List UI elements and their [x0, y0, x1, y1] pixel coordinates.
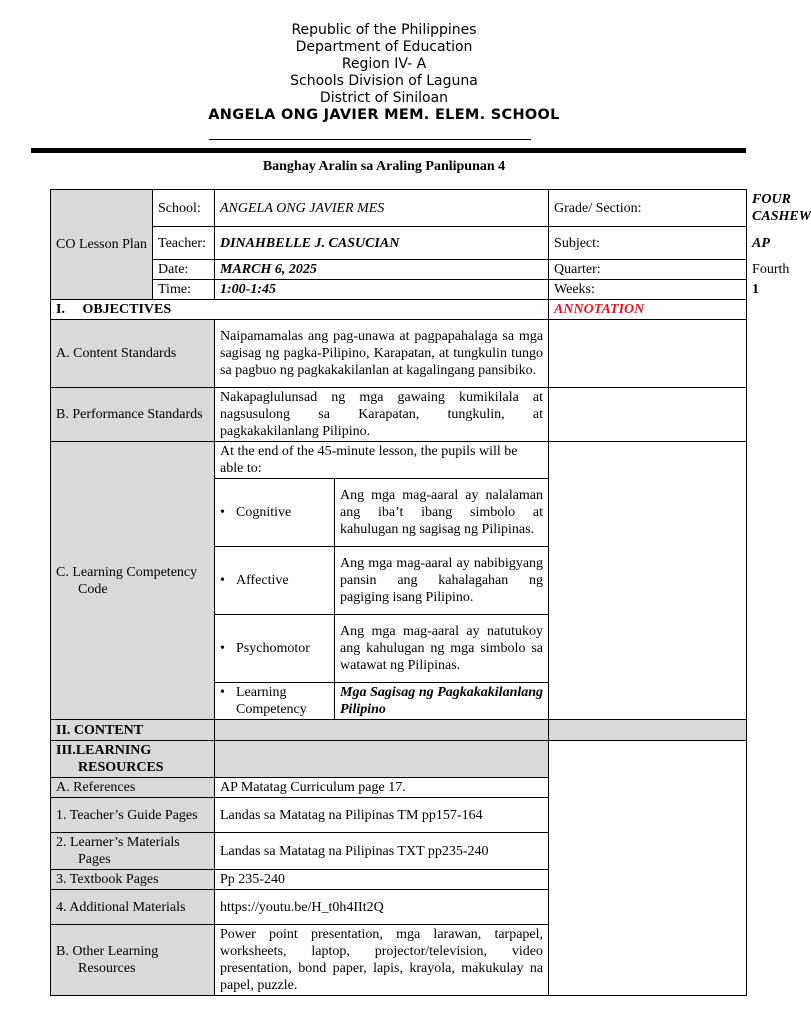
additional-materials-value: https://youtu.be/H_t0h4IIt2Q	[215, 890, 549, 925]
header-underline	[209, 139, 531, 140]
document-header	[0, 22, 768, 124]
subject-label: Subject:	[549, 227, 747, 260]
references-value: AP Matatag Curriculum page 17.	[215, 778, 549, 798]
header-country: Republic of the Philippines	[291, 22, 477, 38]
annotation-heading: ANNOTATION	[549, 300, 747, 320]
grade-label: Grade/ Section:	[549, 190, 747, 227]
plan-type-label: CO Lesson Plan	[51, 190, 153, 300]
objectives-title: OBJECTIVES	[82, 302, 172, 317]
school-value: ANGELA ONG JAVIER MES	[215, 190, 549, 227]
lesson-plan-table: CO Lesson Plan School: ANGELA ONG JAVIER MES Grade/ Section: FOUR CASHEW Teacher: DINAHBELLE J. CASUCIAN Subject: AP Date: MARCH 6, 2025 Quarter: Fourth Time: 1:00-1:45 Weeks: 1 I. OBJECTIVES ANNOTATION A. Content Standards Naipamamalas ang pag-unawa at pagpapahalaga sa mga sagisag ng pagka-Pilipino, Karapatan, at tungkulin tungo sa pagbuo ng pagkakakilanlan at kagalingang pansibiko. B. Performance Standards Nakapaglulunsad ng mga gawaing kumikilala at nagsusulong sa Karapatan, tungkulin, at pagkakakilanlang Pilipino. C. Learning Competency Code At the end of the 45-minute lesson, the pupils will be able to: • Cognitive Ang mga mag-aaral ay nalalaman ang iba’t ibang simbolo at kahulugan ng sagisag ng Pilipinas. • Affective Ang mga mag-aaral ay nabibigyang pansin ang kahalagahan ng pagiging isang Pilipino. • Psychomotor Ang mga mag-aaral ay natutukoy ang kahulugan ng mga simbolo sa watawat ng Pilipinas. • Learning Competency Mga Sagisag ng Pagkakakilanlang Pilipino II. CONTENT III.LEARNING RESOURCES A. References AP Matatag Curriculum page 17. 1. Teacher’s Guide Pages Landas sa Matatag na Pilipinas TM pp157-164 2. Learner’s Materials Pages Landas sa Matatag na Pilipinas TXT pp235-240 3. Textbook Pages Pp 235-240 4. Additional Materials https://youtu.be/H_t0h4IIt2Q B. Other Learning Resources Power point presentation, mga larawan, tarpapel, worksheets, laptop, projector/television, video presentation, bond paper, lapis, krayola, makukulay na papel, puzzle.	[50, 189, 747, 996]
cognitive-text: Ang mga mag-aaral ay nalalaman ang iba’t ibang simbolo at kahulugan ng sagisag ng Pilipinas.	[335, 479, 549, 547]
learning-competency-label: C. Learning Competency Code	[51, 442, 215, 720]
date-label: Date:	[153, 260, 215, 280]
other-resources-value: Power point presentation, mga larawan, tarpapel, worksheets, laptop, projector/television, video presentation, bond paper, lapis, krayola, makukulay na papel, puzzle.	[215, 925, 549, 996]
time-value: 1:00-1:45	[215, 280, 549, 300]
header-department: Department of Education	[295, 39, 473, 55]
document-title: Banghay Aralin sa Araling Panlipunan 4	[262, 159, 506, 174]
learning-competency-item-label: • Learning Competency	[215, 683, 335, 720]
references-label: A. References	[51, 778, 215, 798]
competency-annotation	[549, 442, 747, 720]
teacher-value: DINAHBELLE J. CASUCIAN	[215, 227, 549, 260]
header-divider	[31, 148, 746, 153]
content-standards-annotation	[549, 320, 747, 388]
school-label: School:	[153, 190, 215, 227]
header-region: Region IV- A	[341, 56, 427, 72]
performance-standards-text: Nakapaglulunsad ng mga gawaing kumikilala at nagsusulong sa Karapatan, tungkulin, at pagkakakilanlang Pilipino.	[215, 388, 549, 442]
header-division: Schools Division of Laguna	[290, 73, 478, 89]
other-resources-label: B. Other Learning Resources	[51, 925, 215, 996]
learners-materials-label: 2. Learner’s Materials Pages	[51, 833, 215, 870]
competency-intro: At the end of the 45-minute lesson, the pupils will be able to:	[215, 442, 549, 479]
learning-resources-heading: III.LEARNING RESOURCES	[51, 741, 215, 778]
affective-label: • Affective	[215, 547, 335, 615]
additional-materials-label: 4. Additional Materials	[51, 890, 215, 925]
performance-standards-label: B. Performance Standards	[51, 388, 215, 442]
cognitive-label: • Cognitive	[215, 479, 335, 547]
teachers-guide-label: 1. Teacher’s Guide Pages	[51, 798, 215, 833]
date-value: MARCH 6, 2025	[215, 260, 549, 280]
resources-annotation	[549, 741, 747, 996]
performance-standards-annotation	[549, 388, 747, 442]
learning-resources-value	[215, 741, 549, 778]
content-annotation	[549, 720, 747, 741]
content-heading: II. CONTENT	[51, 720, 215, 741]
quarter-label: Quarter:	[549, 260, 747, 280]
content-standards-label: A. Content Standards	[51, 320, 215, 388]
textbook-pages-label: 3. Textbook Pages	[51, 870, 215, 890]
objectives-number: I.	[56, 302, 65, 317]
psychomotor-label: • Psychomotor	[215, 615, 335, 683]
learning-competency-item-text: Mga Sagisag ng Pagkakakilanlang Pilipino	[335, 683, 549, 720]
header-school-name: ANGELA ONG JAVIER MEM. ELEM. SCHOOL	[208, 107, 560, 123]
textbook-pages-value: Pp 235-240	[215, 870, 549, 890]
content-standards-text: Naipamamalas ang pag-unawa at pagpapahalaga sa mga sagisag ng pagka-Pilipino, Karapatan, at tungkulin tungo sa pagbuo ng pagkakakilanlan at kagalingang pansibiko.	[215, 320, 549, 388]
learners-materials-value: Landas sa Matatag na Pilipinas TXT pp235-240	[215, 833, 549, 870]
weeks-label: Weeks:	[549, 280, 747, 300]
objectives-heading	[51, 300, 549, 320]
header-district: District of Siniloan	[319, 90, 449, 106]
content-value	[215, 720, 549, 741]
time-label: Time:	[153, 280, 215, 300]
teacher-label: Teacher:	[153, 227, 215, 260]
teachers-guide-value: Landas sa Matatag na Pilipinas TM pp157-164	[215, 798, 549, 833]
affective-text: Ang mga mag-aaral ay nabibigyang pansin ang kahalagahan ng pagiging isang Pilipino.	[335, 547, 549, 615]
psychomotor-text: Ang mga mag-aaral ay natutukoy ang kahulugan ng mga simbolo sa watawat ng Pilipinas.	[335, 615, 549, 683]
